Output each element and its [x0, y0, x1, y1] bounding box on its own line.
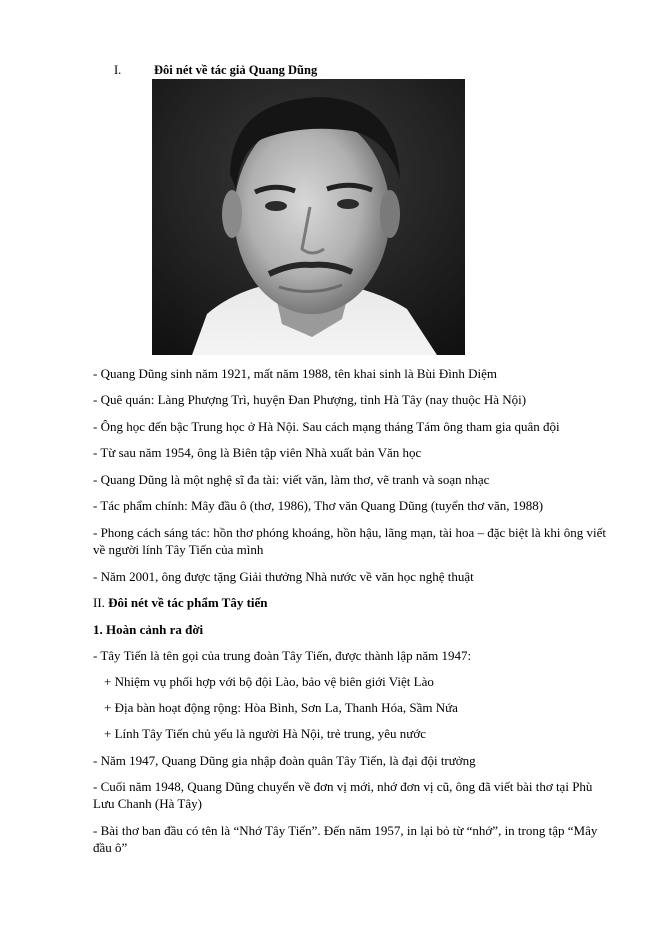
bio-line-career: - Từ sau năm 1954, ông là Biên tập viên Nhà xuất bản Văn học — [93, 445, 422, 460]
bio-line-talents: - Quang Dũng là một nghệ sĩ đa tài: viết văn, làm thơ, vẽ tranh và soạn nhạc — [93, 472, 490, 487]
context-line-written: - Cuối năm 1948, Quang Dũng chuyển về đơn vị mới, nhớ đơn vị cũ, ông đã viết bài thơ tại Phù Lưu Chanh (Hà Tây) — [93, 779, 593, 811]
bio-line-education: - Ông học đến bậc Trung học ở Hà Nội. Sau cách mạng tháng Tám ông tham gia quân đội — [93, 419, 560, 434]
portrait-image — [152, 79, 465, 355]
section-number: II. — [93, 595, 105, 610]
context-subitem-area: + Địa bàn hoạt động rộng: Hòa Bình, Sơn La, Thanh Hóa, Sầm Nứa — [104, 700, 458, 715]
context-line-regiment: - Tây Tiến là tên gọi của trung đoàn Tây Tiến, được thành lập năm 1947: — [93, 648, 472, 663]
context-line-joined: - Năm 1947, Quang Dũng gia nhập đoàn quân Tây Tiến, là đại đội trưởng — [93, 753, 476, 768]
bio-line-works: - Tác phẩm chính: Mây đầu ô (thơ, 1986), Thơ văn Quang Dũng (tuyển thơ văn, 1988) — [93, 498, 544, 513]
context-subitem-mission: + Nhiệm vụ phối hợp với bộ đội Lào, bảo vệ biên giới Việt Lào — [104, 674, 434, 689]
bio-line-birth: - Quang Dũng sinh năm 1921, mất năm 1988, tên khai sinh là Bùi Đình Diệm — [93, 366, 498, 381]
section-title: Đôi nét về tác phẩm Tây tiến — [108, 595, 268, 610]
context-subitem-soldiers: + Lính Tây Tiến chủ yếu là người Hà Nội, trẻ trung, yêu nước — [104, 726, 426, 741]
bio-line-award: - Năm 2001, ông được tặng Giải thưởng Nhà nước về văn học nghệ thuật — [93, 569, 474, 584]
section-number: I. — [114, 63, 122, 77]
section-heading-work — [93, 594, 608, 611]
bio-line-style: - Phong cách sáng tác: hồn thơ phóng khoáng, hồn hậu, lãng mạn, tài hoa – đặc biệt là khi ông viết về người lính Tây Tiến của mình — [93, 525, 607, 557]
context-line-title-history: - Bài thơ ban đầu có tên là “Nhớ Tây Tiến”. Đến năm 1957, in lại bỏ từ “nhớ”, in trong tập “Mây đầu ô” — [93, 823, 598, 855]
subsection-heading-context: 1. Hoàn cảnh ra đời — [93, 622, 204, 637]
section-title: Đôi nét về tác giả Quang Dũng — [154, 63, 318, 77]
bio-line-hometown: - Quê quán: Làng Phượng Trì, huyện Đan Phượng, tỉnh Hà Tây (nay thuộc Hà Nội) — [93, 392, 527, 407]
author-portrait — [152, 79, 465, 355]
